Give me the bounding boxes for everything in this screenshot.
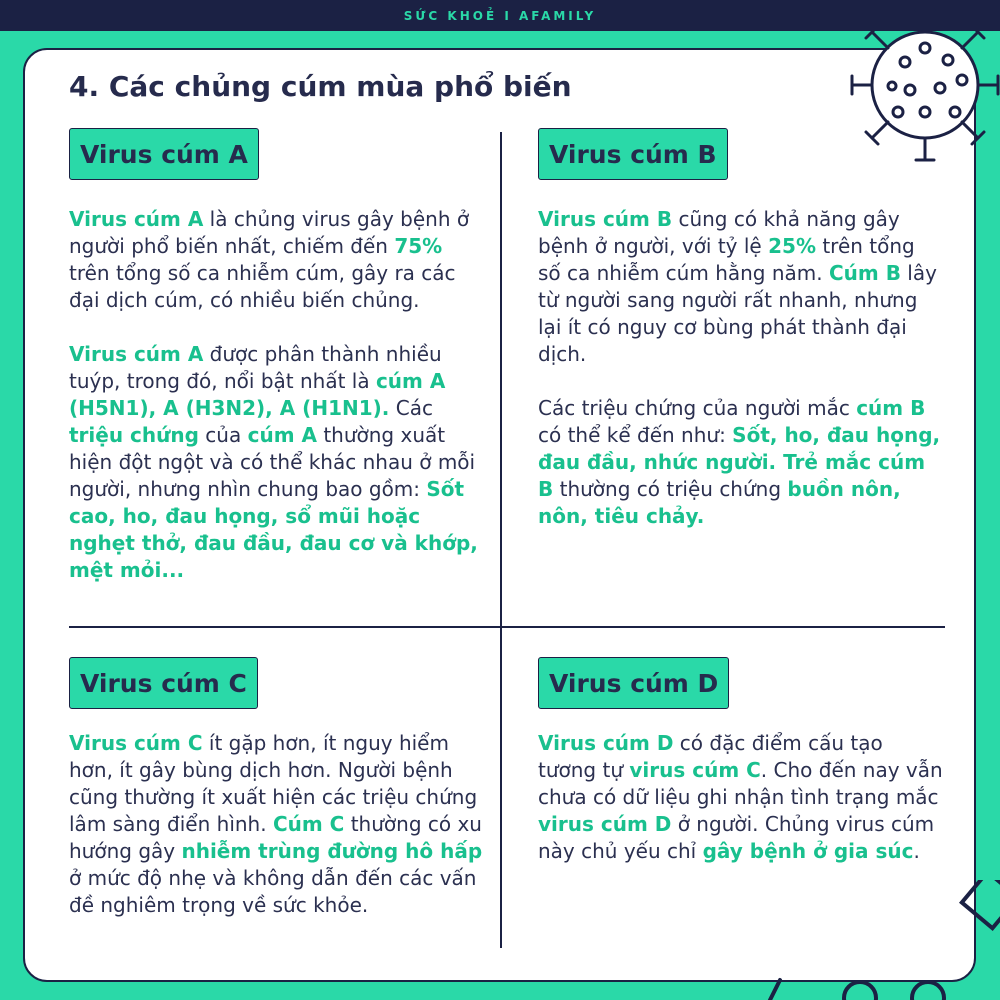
paragraph xyxy=(69,730,484,919)
highlight-text: Cúm C xyxy=(272,812,345,836)
horizontal-divider xyxy=(69,626,945,628)
body-text-run: . Cho đến nay vẫn chưa có dữ liệu ghi nhận tình trạng mắc xyxy=(538,758,943,809)
highlight-text: Virus cúm D xyxy=(538,731,674,755)
body-text-run: có đặc điểm cấu tạo tương tự xyxy=(538,731,883,782)
highlight-text: gây bệnh ở gia súc xyxy=(702,839,914,863)
body-text-run: ít gặp hơn, ít nguy hiểm hơn, ít gây bùng dịch hơn. Người bệnh cũng thường ít xuất hiện các triệu chứng lâm sàng điển hình. xyxy=(69,731,478,836)
highlight-text: nhiễm trùng đường hô hấp xyxy=(181,839,483,863)
body-text-run: thường xuất hiện đột ngột và có thể khác nhau ở mỗi người, nhưng nhìn chung bao gồm: xyxy=(69,423,476,501)
virus-icon xyxy=(850,0,1000,170)
highlight-text: virus cúm C xyxy=(629,758,761,782)
decorative-corner-icon xyxy=(760,880,1000,1000)
highlight-text: 25% xyxy=(768,234,816,258)
highlight-text: cúm B xyxy=(856,396,926,420)
body-text-run: Các xyxy=(389,396,433,420)
paragraph xyxy=(69,206,484,314)
highlight-text: Virus cúm A xyxy=(69,342,204,366)
banner-text: SỨC KHOẺ I AFAMILY xyxy=(403,8,597,23)
highlight-text: triệu chứng xyxy=(69,423,199,447)
body-text-run: thường có xu hướng gây xyxy=(69,812,482,863)
section-body-b xyxy=(538,206,943,530)
section-heading-c: Virus cúm C xyxy=(69,657,258,709)
section-body-d xyxy=(538,730,943,865)
body-text-run: trên tổng số ca nhiễm cúm hằng năm. xyxy=(538,234,915,285)
highlight-text: Virus cúm A xyxy=(69,207,204,231)
highlight-text: Virus cúm C xyxy=(69,731,203,755)
body-text-run: cũng có khả năng gây bệnh ở người, với tỷ lệ xyxy=(538,207,900,258)
vertical-divider xyxy=(500,132,502,948)
highlight-text: cúm A xyxy=(247,423,317,447)
section-heading-b: Virus cúm B xyxy=(538,128,728,180)
highlight-text: Sốt, ho, đau họng, đau đầu, nhức người. Trẻ mắc cúm B xyxy=(538,423,941,501)
section-body-a xyxy=(69,206,484,584)
section-heading-a: Virus cúm A xyxy=(69,128,259,180)
body-text-run: của xyxy=(198,423,248,447)
body-text-run: ở mức độ nhẹ và không dẫn đến các vấn đề nghiêm trọng về sức khỏe. xyxy=(69,866,477,917)
paragraph xyxy=(538,206,943,368)
paragraph xyxy=(69,341,484,584)
body-text-run: được phân thành nhiều tuýp, trong đó, nổi bật nhất là xyxy=(69,342,442,393)
highlight-text: Virus cúm B xyxy=(538,207,673,231)
body-text-run: ở người. Chủng virus cúm này chủ yếu chỉ xyxy=(538,812,935,863)
highlight-text: Sốt cao, ho, đau họng, sổ mũi hoặc nghẹt thở, đau đầu, đau cơ và khớp, mệt mỏi... xyxy=(69,477,478,582)
highlight-text: Cúm B xyxy=(828,261,901,285)
section-heading-d: Virus cúm D xyxy=(538,657,729,709)
highlight-text: cúm A (H5N1), A (H3N2), A (H1N1). xyxy=(69,369,446,420)
body-text-run: Các triệu chứng của người mắc xyxy=(538,396,857,420)
body-text-run: . xyxy=(913,839,920,863)
highlight-text: virus cúm D xyxy=(538,812,672,836)
highlight-text: 75% xyxy=(394,234,443,258)
highlight-text: buồn nôn, nôn, tiêu chảy. xyxy=(538,477,901,528)
section-body-c xyxy=(69,730,484,919)
paragraph xyxy=(538,395,943,530)
body-text-run: trên tổng số ca nhiễm cúm, gây ra các đại dịch cúm, có nhiều biến chủng. xyxy=(69,261,456,312)
body-text-run: là chủng virus gây bệnh ở người phổ biến nhất, chiếm đến xyxy=(69,207,470,258)
body-text-run: thường có triệu chứng xyxy=(553,477,788,501)
paragraph xyxy=(538,730,943,865)
body-text-run: có thể kể đến như: xyxy=(538,423,733,447)
page-title: 4. Các chủng cúm mùa phổ biến xyxy=(69,70,572,103)
body-text-run: lây từ người sang người rất nhanh, nhưng lại ít có nguy cơ bùng phát thành đại dịch. xyxy=(538,261,937,366)
